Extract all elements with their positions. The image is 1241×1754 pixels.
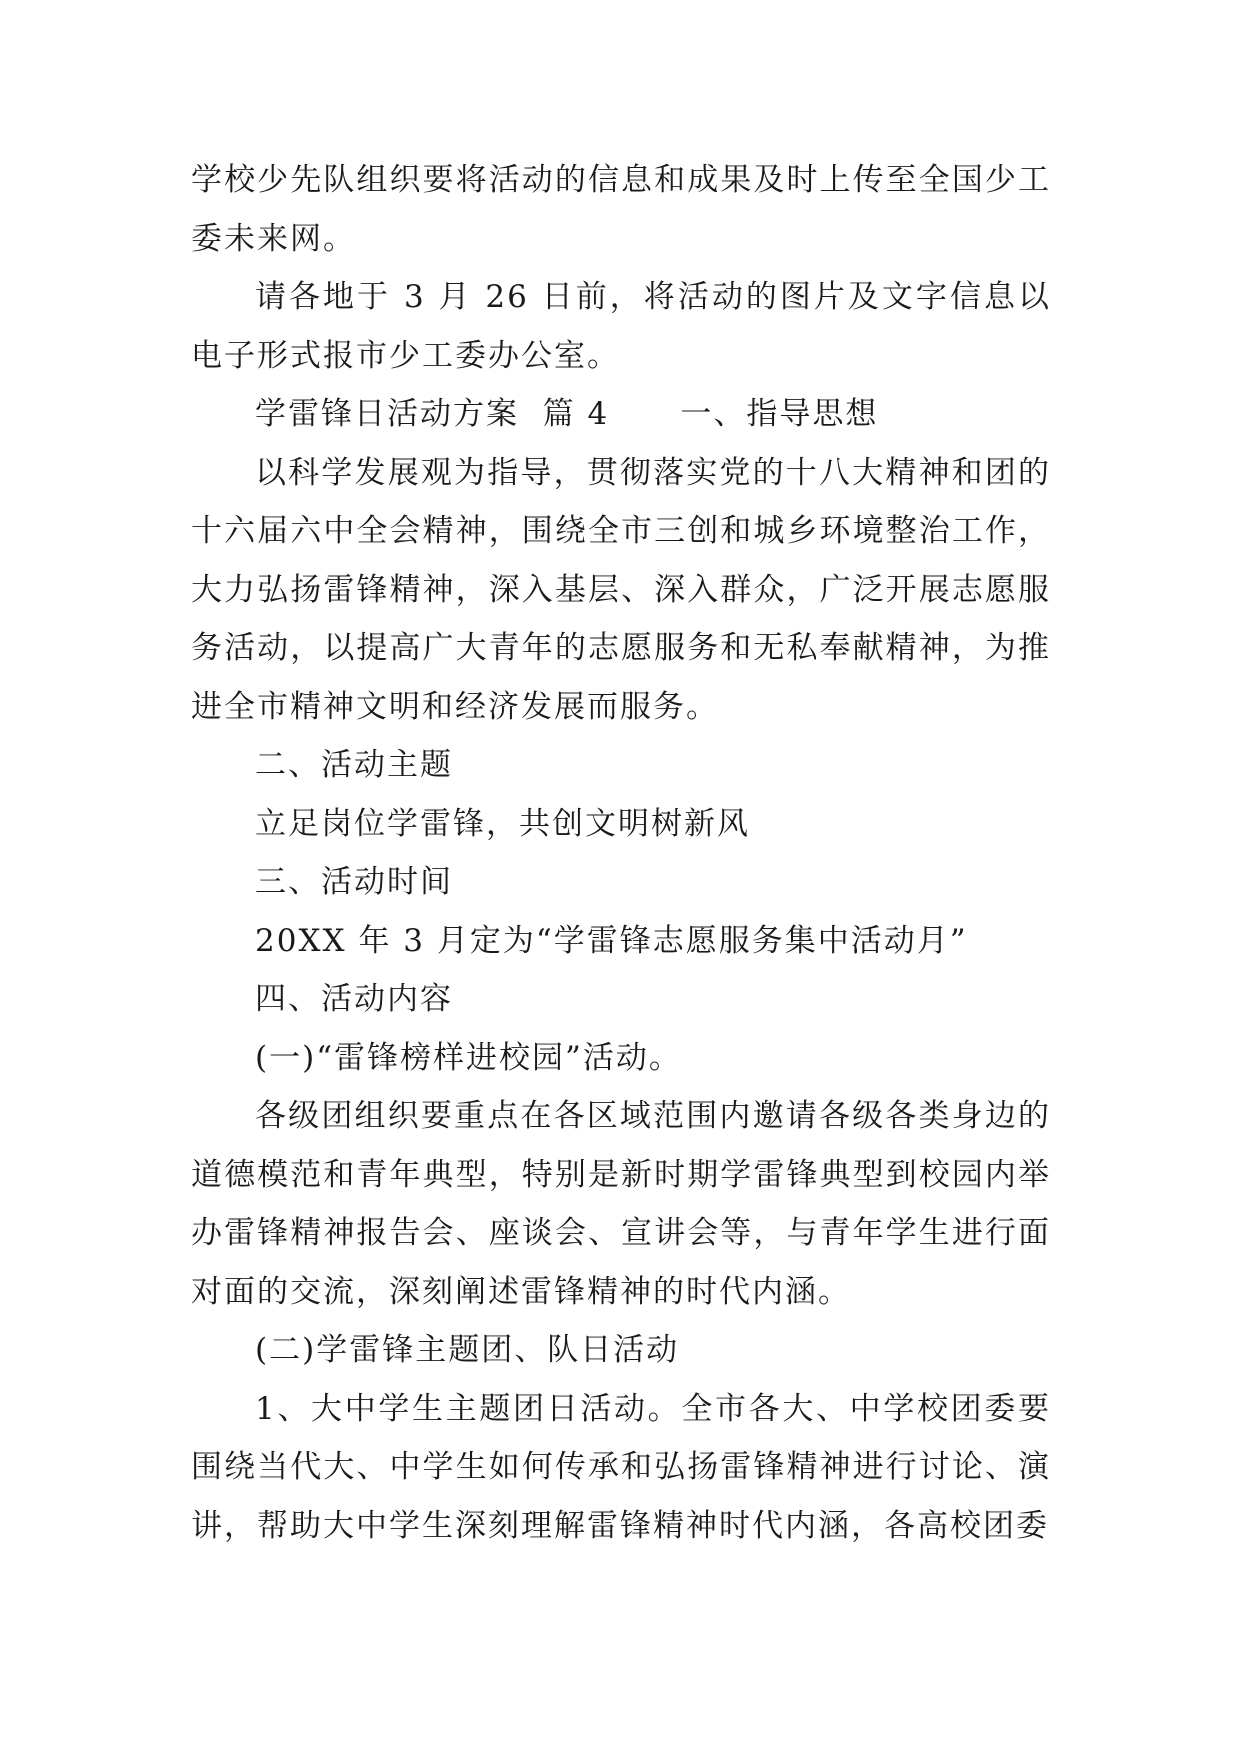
paragraph: 学校少先队组织要将活动的信息和成果及时上传至全国少工委未来网。 <box>191 162 1051 257</box>
subsection-heading: (二)学雷锋主题团、队日活动 <box>255 1332 680 1368</box>
paragraph: 各级团组织要重点在各区域范围内邀请各级各类身边的道德模范和青年典型，特别是新时期学雷锋典型到校园内举办雷锋精神报告会、座谈会、宣讲会等，与青年学生进行面对面的交流，深刻阐述雷锋精神的时代内涵。 <box>191 1098 1051 1310</box>
document-body <box>191 151 1051 1555</box>
paragraph: 20XX 年 3 月定为“学雷锋志愿服务集中活动月” <box>255 922 968 959</box>
paragraph: 1、大中学生主题团日活动。全市各大、中学校团委要围绕当代大、中学生如何传承和弘扬雷锋精神进行讨论、演讲，帮助大中学生深刻理解雷锋精神时代内涵，各高校团委 <box>191 1390 1051 1544</box>
section-heading: 二、活动主题 <box>255 747 453 783</box>
section-heading: 四、活动内容 <box>255 981 453 1017</box>
paragraph: 以科学发展观为指导，贯彻落实党的十八大精神和团的十六届六中全会精神，围绕全市三创和城乡环境整治工作，大力弘扬雷锋精神，深入基层、深入群众，广泛开展志愿服务活动，以提高广大青年的志愿服务和无私奉献精神，为推进全市精神文明和经济发展而服务。 <box>191 454 1051 725</box>
section-heading: 学雷锋日活动方案 篇 4 一、指导思想 <box>255 396 879 432</box>
section-heading: 三、活动时间 <box>255 864 453 900</box>
paragraph: 立足岗位学雷锋，共创文明树新风 <box>255 805 750 842</box>
subsection-heading: (一)“雷锋榜样进校园”活动。 <box>255 1039 682 1076</box>
paragraph: 请各地于 3 月 26 日前，将活动的图片及文字信息以电子形式报市少工委办公室。 <box>191 279 1051 374</box>
